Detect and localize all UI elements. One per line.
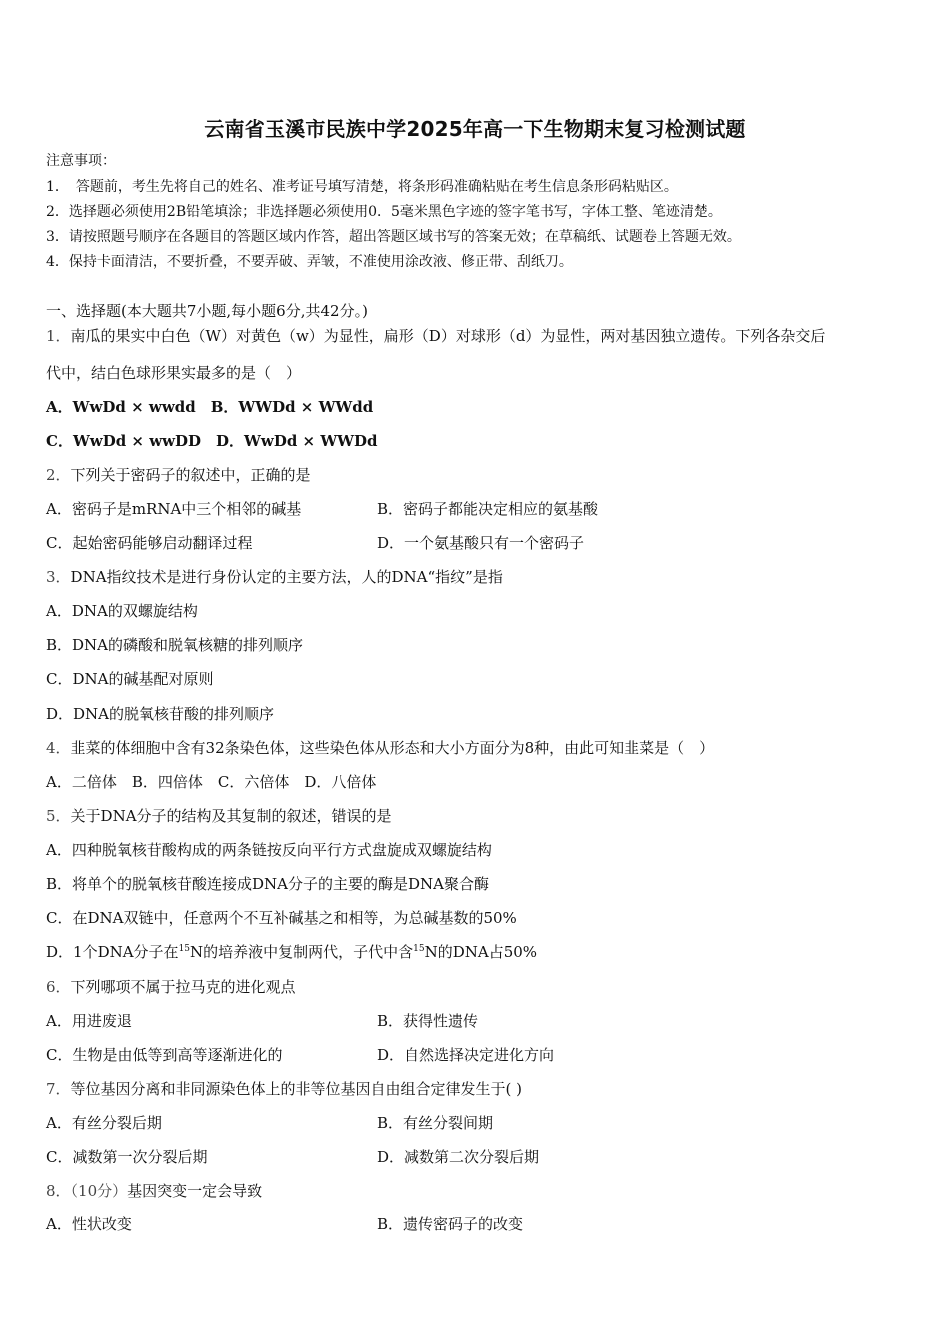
question-5-stem bbox=[46, 806, 392, 826]
section-heading: 一、选择题(本大题共7小题,每小题6分,共42分。) bbox=[46, 302, 368, 320]
question-6-option-c[interactable]: C．生物是由低等到高等逐渐进化的 bbox=[46, 1046, 283, 1064]
question-5-option-d[interactable] bbox=[46, 942, 537, 962]
question-7-option-a[interactable]: A．有丝分裂后期 bbox=[46, 1114, 162, 1132]
question-2-option-d[interactable]: D．一个氨基酸只有一个密码子 bbox=[377, 534, 585, 552]
question-1-stem bbox=[46, 326, 825, 346]
question-8-option-b[interactable]: B．遗传密码子的改变 bbox=[377, 1215, 524, 1233]
question-7-option-b[interactable]: B．有丝分裂间期 bbox=[377, 1114, 494, 1132]
question-2-option-b[interactable]: B．密码子都能决定相应的氨基酸 bbox=[377, 500, 599, 518]
question-6-option-b[interactable]: B．获得性遗传 bbox=[377, 1012, 479, 1030]
question-number: 5． bbox=[46, 807, 71, 825]
option-text: N的DNA占50% bbox=[424, 943, 538, 961]
question-text: 下列哪项不属于拉马克的进化观点 bbox=[70, 978, 296, 996]
question-6-option-d[interactable]: D．自然选择决定进化方向 bbox=[377, 1046, 555, 1064]
notice-item-2: 2．选择题必须使用2B铅笔填涂；非选择题必须使用0．5毫米黑色字迹的签字笔书写，字体工整、笔迹清楚。 bbox=[46, 204, 722, 220]
question-7-option-d[interactable]: D．减数第二次分裂后期 bbox=[377, 1148, 540, 1166]
question-number: 1． bbox=[46, 327, 71, 345]
notice-item-1: 1． 答题前，考生先将自己的姓名、准考证号填写清楚，将条形码准确粘贴在考生信息条形码粘贴区。 bbox=[46, 179, 678, 195]
question-text: DNA指纹技术是进行身份认定的主要方法，人的DNA“指纹”是指 bbox=[70, 568, 503, 586]
question-5-option-c[interactable]: C．在DNA双链中，任意两个不互补碱基之和相等，为总碱基数的50% bbox=[46, 909, 517, 927]
question-3-option-a[interactable]: A．DNA的双螺旋结构 bbox=[46, 602, 198, 620]
question-1-stem-cont: 代中，结白色球形果实最多的是（ ） bbox=[46, 364, 302, 382]
question-7-stem bbox=[46, 1079, 522, 1099]
question-number: 4． bbox=[46, 739, 71, 757]
question-number: 3． bbox=[46, 568, 71, 586]
question-score: （10分） bbox=[70, 1182, 128, 1200]
question-4-options[interactable]: A．二倍体 B．四倍体 C．六倍体 D．八倍体 bbox=[46, 773, 377, 791]
question-3-option-b[interactable]: B．DNA的磷酸和脱氧核糖的排列顺序 bbox=[46, 636, 304, 654]
question-text: 等位基因分离和非同源染色体上的非等位基因自由组合定律发生于( ) bbox=[70, 1080, 523, 1098]
question-2-option-a[interactable]: A．密码子是mRNA中三个相邻的碱基 bbox=[46, 500, 302, 518]
question-1-options-ab[interactable]: A．WwDd × wwdd B．WWDd × WWdd bbox=[46, 398, 374, 416]
question-number: 8． bbox=[46, 1182, 71, 1200]
question-number: 7． bbox=[46, 1080, 71, 1098]
superscript: 15 bbox=[178, 944, 191, 954]
question-text: 下列关于密码子的叙述中，正确的是 bbox=[70, 466, 311, 484]
question-text: 基因突变一定会导致 bbox=[127, 1182, 263, 1200]
notice-item-4: 4．保持卡面清洁，不要折叠，不要弄破、弄皱，不准使用涂改液、修正带、刮纸刀。 bbox=[46, 254, 573, 270]
option-text: D．1个DNA分子在 bbox=[46, 943, 179, 961]
question-6-option-a[interactable]: A．用进废退 bbox=[46, 1012, 132, 1030]
question-text: 关于DNA分子的结构及其复制的叙述，错误的是 bbox=[70, 807, 392, 825]
question-text: 韭菜的体细胞中含有32条染色体，这些染色体从形态和大小方面分为8种，由此可知韭菜是（ ） bbox=[70, 739, 715, 757]
question-7-option-c[interactable]: C．减数第一次分裂后期 bbox=[46, 1148, 208, 1166]
question-1-options-cd[interactable]: C．WwDd × wwDD D．WwDd × WWDd bbox=[46, 432, 378, 450]
notice-heading: 注意事项： bbox=[46, 153, 116, 169]
question-4-stem bbox=[46, 738, 714, 758]
question-number: 2． bbox=[46, 466, 71, 484]
question-text: 南瓜的果实中白色（W）对黄色（w）为显性，扁形（D）对球形（d）为显性，两对基因独立遗传。下列各杂交后 bbox=[70, 327, 826, 345]
question-5-option-a[interactable]: A．四种脱氧核苷酸构成的两条链按反向平行方式盘旋成双螺旋结构 bbox=[46, 841, 492, 859]
question-2-stem bbox=[46, 465, 311, 485]
superscript: 15 bbox=[413, 944, 425, 954]
question-2-option-c[interactable]: C．起始密码能够启动翻译过程 bbox=[46, 534, 253, 552]
question-8-stem bbox=[46, 1181, 262, 1201]
option-text: N的培养液中复制两代，子代中含 bbox=[190, 943, 414, 961]
page-title: 云南省玉溪市民族中学2025年高一下生物期末复习检测试题 bbox=[204, 117, 746, 141]
question-3-option-c[interactable]: C．DNA的碱基配对原则 bbox=[46, 670, 214, 688]
question-8-option-a[interactable]: A．性状改变 bbox=[46, 1215, 132, 1233]
question-3-option-d[interactable]: D．DNA的脱氧核苷酸的排列顺序 bbox=[46, 705, 275, 723]
notice-item-3: 3．请按照题号顺序在各题目的答题区域内作答，超出答题区域书写的答案无效；在草稿纸、试题卷上答题无效。 bbox=[46, 229, 741, 245]
question-6-stem bbox=[46, 977, 296, 997]
question-number: 6． bbox=[46, 978, 71, 996]
question-5-option-b[interactable]: B．将单个的脱氧核苷酸连接成DNA分子的主要的酶是DNA聚合酶 bbox=[46, 875, 489, 893]
question-3-stem bbox=[46, 567, 503, 587]
